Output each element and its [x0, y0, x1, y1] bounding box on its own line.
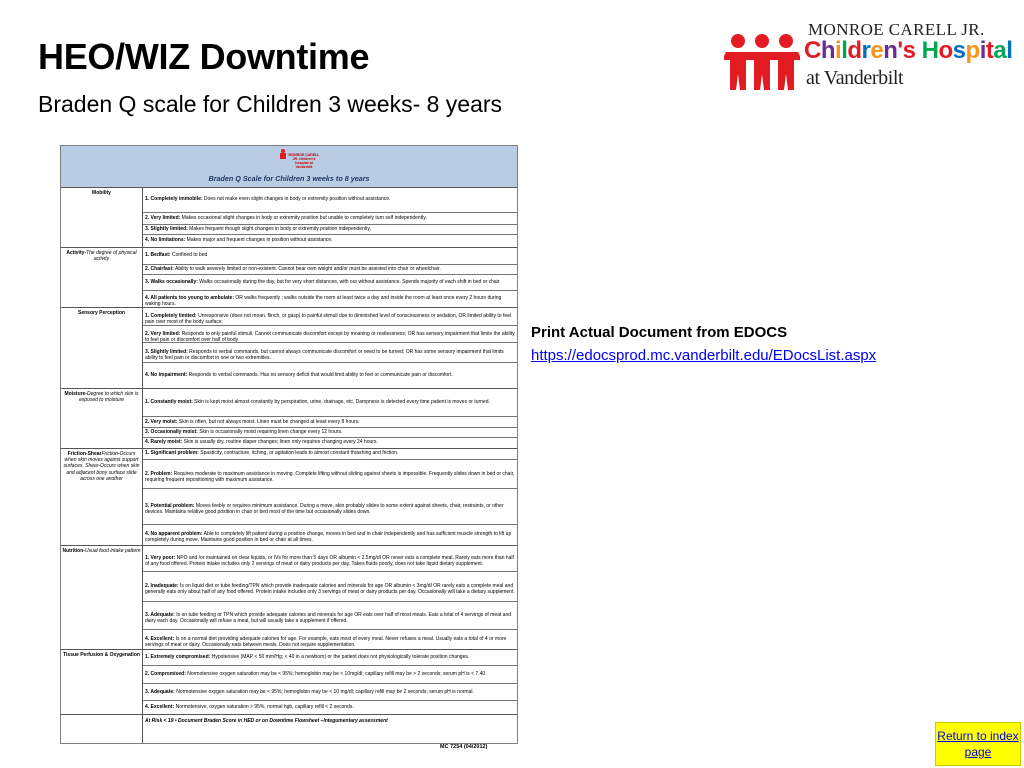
- item-text: Unresponsive (does not moan, flinch, or gasp) to painful stimuli due to diminished level of consciousness or sedation, OR limited ability to feel pain over most of the body surface.: [145, 312, 512, 325]
- item-label: 4. No limitations:: [145, 237, 186, 243]
- item-text: Skin is occasionally moist requiring linen change every 12 hours.: [197, 429, 343, 435]
- logo-letter: e: [870, 37, 884, 64]
- item-text: Skin is usually dry, routine diaper changes; linen only requires changing every 24 hours.: [182, 439, 378, 445]
- logo-letter: h: [820, 37, 836, 64]
- scale-item: [143, 213, 517, 225]
- scale-item: [143, 291, 517, 307]
- section-category: [61, 448, 143, 545]
- item-text: Makes frequent though slight changes in body or extremity position independently.: [187, 226, 371, 232]
- item-text: Skin is often, but not always moist. Linen must be changed at least every 8 hours.: [177, 418, 360, 425]
- return-to-index-button[interactable]: [935, 722, 1021, 766]
- logo-letter: n: [883, 37, 898, 64]
- category-name: Moisture-: [64, 391, 88, 397]
- scale-item: [143, 666, 517, 684]
- item-text: NPO and /or maintained on clear liquids, or IVs for more than 5 days OR albumin < 2.5mg/dl OR never eats a complete meal. Rarely eats more than half of any food offered. Protein intake includes only 2 servings of meat or dairy products per day. Takes fluids poorly, does not take liquid dietary supplement.: [145, 554, 514, 567]
- category-description: The degree of physical activity: [86, 250, 137, 263]
- item-label: 4. No apparent problem:: [145, 531, 203, 537]
- logo-letter: H: [921, 37, 939, 64]
- scale-item: [143, 307, 517, 326]
- mini-logo-text: MONROE CARELL JR. children's hospital at Vanderbilt: [288, 153, 320, 169]
- item-text: Hypotensive (MAP < 50 mm/Hg; < 40 in a newborn) or the patient does not physiologically tolerate position changes.: [210, 653, 470, 660]
- item-text: Makes major and frequent changes in position without assistance.: [185, 237, 333, 243]
- scale-item: [143, 343, 517, 363]
- edocs-link[interactable]: https://edocsprod.mc.vanderbilt.edu/EDocsList.aspx: [531, 347, 877, 364]
- category-name: Activity-: [66, 250, 87, 256]
- item-text: Skin is kept moist almost constantly by perspiration, urine, drainage, etc. Dampness is detected every time patient is moves or turned.: [192, 398, 490, 405]
- item-label: 2. Compromised:: [145, 671, 186, 677]
- category-description: Usual food intake pattern: [84, 548, 141, 554]
- item-label: 4. Excellent:: [145, 635, 175, 642]
- item-text: OR walks frequently ; walks outside the room at least twice a day and inside the room at least once every 2 hours during waking hours.: [145, 295, 502, 307]
- category-name: Friction-Shear: [67, 451, 102, 457]
- logo-letter: 's: [897, 37, 922, 64]
- category-description: Degree to which skin is exposed to moisture: [78, 391, 139, 404]
- scale-section: [61, 448, 517, 546]
- item-text: Normotensive oxygen saturation may be < 95%; hemoglobin may be < 10 mg/dl; capillary refill may be 2 seconds; serum pH is normal.: [174, 688, 474, 695]
- item-label: 1. Significant problem:: [145, 450, 199, 456]
- category-name: Nutrition-: [62, 548, 85, 554]
- item-text: Spasticity, contracture, itching, or agitation leads to almost constant thrashing and friction.: [198, 450, 399, 456]
- logo-letter: l: [841, 37, 848, 64]
- item-text: Confined to bed: [170, 252, 208, 258]
- item-text: Walks occasionally during the day, but for very short distances, with our without assistance. Spends majority of each shift in bed or chair.: [197, 279, 501, 285]
- item-label: 3. Adequate:: [145, 612, 175, 618]
- category-name: Mobility: [92, 190, 111, 196]
- section-category: [61, 388, 143, 448]
- print-instruction: Print Actual Document from EDOCS: [531, 324, 788, 341]
- logo-letter: i: [979, 37, 986, 64]
- item-text: Normotensive oxygen saturation may be < 95%; hemoglobin may be < 10mg/dl; capillary refill may be > 2 seconds; serum pH is < 7.40: [185, 671, 486, 677]
- scale-item: [143, 388, 517, 417]
- item-text: Responds to only painful stimuli. Cannot communicate discomfort except by moaning or restlessness; OR has sensory impairment that limits the ability to feel pain or discomfort over half of body.: [145, 330, 515, 343]
- scale-section: [61, 388, 517, 449]
- item-label: 3. Adequate:: [145, 688, 175, 695]
- logo-letter: r: [861, 37, 871, 64]
- item-label: 4. All patients too young to ambulate:: [145, 295, 234, 301]
- slide-subtitle: Braden Q scale for Children 3 weeks- 8 years: [38, 91, 503, 117]
- item-label: 3. Potential problem:: [145, 503, 195, 509]
- item-label: 1. Extremely compromised:: [145, 653, 211, 660]
- scale-section: [61, 649, 517, 715]
- logo-line-1: MONROE CARELL JR.: [808, 20, 985, 39]
- item-text: Ability to walk severely limited or non-existent. Cannot bear own weight and/or must be assisted into chair or wheelchair.: [173, 266, 441, 272]
- risk-text: At Risk < 19 • Document Braden Score in HED or on Downtime Flowsheet –Integumentary assessment: [145, 718, 388, 724]
- logo-letter: a: [993, 37, 1007, 64]
- section-category: [61, 307, 143, 388]
- item-text: Makes occasional slight changes in body or extremity position but unable to completely turn self independently.: [180, 215, 427, 221]
- section-category: [61, 187, 143, 247]
- scale-item: [143, 275, 517, 291]
- scale-item: [143, 247, 517, 265]
- scale-item: [143, 545, 517, 572]
- scale-section: [61, 307, 517, 389]
- item-text: Able to completely lift patient during a position change, moves in bed and in chair independently and has sufficient muscle strength to lift up completely during move. Maintains good position in bed or chair at all times.: [145, 531, 512, 544]
- scale-item: [143, 265, 517, 275]
- logo-letter: s: [952, 37, 966, 64]
- item-label: 1. Constantly moist:: [145, 398, 193, 405]
- category-name: Tissue Perfusion & Oxygenation: [63, 652, 140, 658]
- item-label: 2. Very moist:: [145, 418, 178, 425]
- scale-item: [143, 417, 517, 428]
- return-to-index-label[interactable]: Return to index page: [937, 729, 1019, 759]
- scale-section: [61, 247, 517, 308]
- braden-q-scale-document: [60, 145, 518, 744]
- item-label: 4. Rarely moist:: [145, 439, 183, 445]
- logo-letter: d: [847, 37, 862, 64]
- item-label: 3. Slightly limited:: [145, 226, 188, 232]
- risk-row: [61, 714, 517, 743]
- item-label: 3. Walks occasionally:: [145, 279, 198, 285]
- form-number: MC 7254 (04/2012): [440, 744, 488, 750]
- item-text: Normotensive, oxygen saturation > 95%, normal hgb, capillary refill < 2 seconds.: [174, 703, 354, 710]
- document-header: [61, 146, 517, 188]
- item-label: 4. Excellent:: [145, 703, 175, 710]
- item-text: Does not make even slight changes in body or extremity position without assistance.: [202, 196, 391, 202]
- item-text: Requires moderate to maximum assistance in moving. Complete lifting without sliding against sheets is impossible. Frequently slides down in bed or chair, requiring frequent repositioning with maximum assistance.: [145, 470, 515, 483]
- scale-item: [143, 326, 517, 343]
- logo-letter: C: [804, 37, 821, 64]
- item-label: 3. Slightly limited:: [145, 349, 188, 355]
- scale-item: [143, 602, 517, 630]
- item-label: 2. Problem:: [145, 470, 173, 477]
- section-category: [61, 649, 143, 714]
- scale-item: [143, 187, 517, 213]
- scale-item: [143, 525, 517, 545]
- item-label: 1. Completely immobile:: [145, 196, 203, 202]
- item-text: Moves feebly or requires minimum assistance. During a move, skin probably slides to some extent against sheets, chair, restraints, or other devices. Maintains relative good position in chair or bed most of the time but occasionally slides down.: [145, 503, 504, 516]
- scale-item: [143, 225, 517, 235]
- item-label: 1. Completely limited:: [145, 312, 197, 319]
- item-text: Responds to verbal commands, but cannot always communicate discomfort or need to be turned; OR has some sensory impairment that limits ability to feel pain or discomfort in one or two extremities.: [145, 349, 504, 362]
- category-name: Sensory Perception: [78, 310, 125, 316]
- logo-letter: p: [965, 37, 980, 64]
- logo-wordmark: [804, 37, 1012, 65]
- document-title: Braden Q Scale for Children 3 weeks to 8 years: [208, 174, 370, 183]
- scale-item: [143, 572, 517, 602]
- item-label: 2. Very limited:: [145, 215, 181, 221]
- scale-item: [143, 489, 517, 525]
- scale-item: [143, 649, 517, 666]
- scale-section: [61, 187, 517, 248]
- scale-item: [143, 438, 517, 448]
- item-text: Is on a normal diet providing adequate calories for age. For example, eats most of every meal. Never refuses a meal. Usually eats a total of 4 or more servings of meat or dairy. Occasionally eats between meals. Does not require supplementation.: [145, 635, 507, 648]
- section-category: [61, 545, 143, 649]
- scale-item: [143, 363, 517, 388]
- logo-letter: o: [938, 37, 953, 64]
- item-text: Responds to verbal commands. Has no sensory deficit that would limit ability to feel or communicate pain or discomfort.: [187, 371, 453, 378]
- scale-item: [143, 428, 517, 438]
- logo-letter: t: [985, 37, 994, 64]
- logo-letter: i: [835, 37, 842, 64]
- scale-item: [143, 684, 517, 701]
- item-label: 3. Occasionally moist:: [145, 429, 198, 435]
- section-category: [61, 247, 143, 307]
- mini-logo-icon: [279, 149, 287, 159]
- scale-item: [143, 235, 517, 247]
- scale-section: [61, 545, 517, 650]
- scale-item: [143, 460, 517, 489]
- item-text: Is on liquid diet or tube feeding/TPN which provide inadequate calories and minerals for age OR albumin < 3mg/dl OR rarely eats a complete meal and generally eats only about half of any food offered. Protein intake includes only 3 servings of meat or dairy products per day. Occasionally will take a dietary supplement.: [145, 583, 515, 596]
- item-label: 4. No impairment:: [145, 371, 188, 378]
- logo-line-3: at Vanderbilt: [806, 67, 904, 89]
- item-label: 1. Very poor:: [145, 554, 176, 561]
- logo-letter: l: [1006, 37, 1013, 64]
- scale-item: [143, 448, 517, 460]
- scale-item: [143, 701, 517, 714]
- item-text: Is on tube feeding or TPN which provide adequate calories and minerals for age OR eats over half of most meals. Eats a total of 4 servings of meat and dairy each day. Occasionally will refuse a meal, but will usually take a supplement if offered.: [145, 612, 512, 625]
- category-description: Friction-Occurs when skin moves against support surfaces. Shear-Occurs when skin and adjacent bony surface slide across one another: [63, 451, 140, 482]
- item-label: 1. Bedfast:: [145, 252, 171, 258]
- item-label: 2. Chairfast:: [145, 266, 174, 272]
- item-label: 2. Very limited:: [145, 330, 181, 337]
- slide-title: HEO/WIZ Downtime: [38, 36, 370, 77]
- scale-item: [143, 630, 517, 649]
- children-figures-icon: [724, 32, 800, 92]
- hospital-logo: [724, 18, 1013, 94]
- item-label: 2. Inadequate:: [145, 583, 179, 589]
